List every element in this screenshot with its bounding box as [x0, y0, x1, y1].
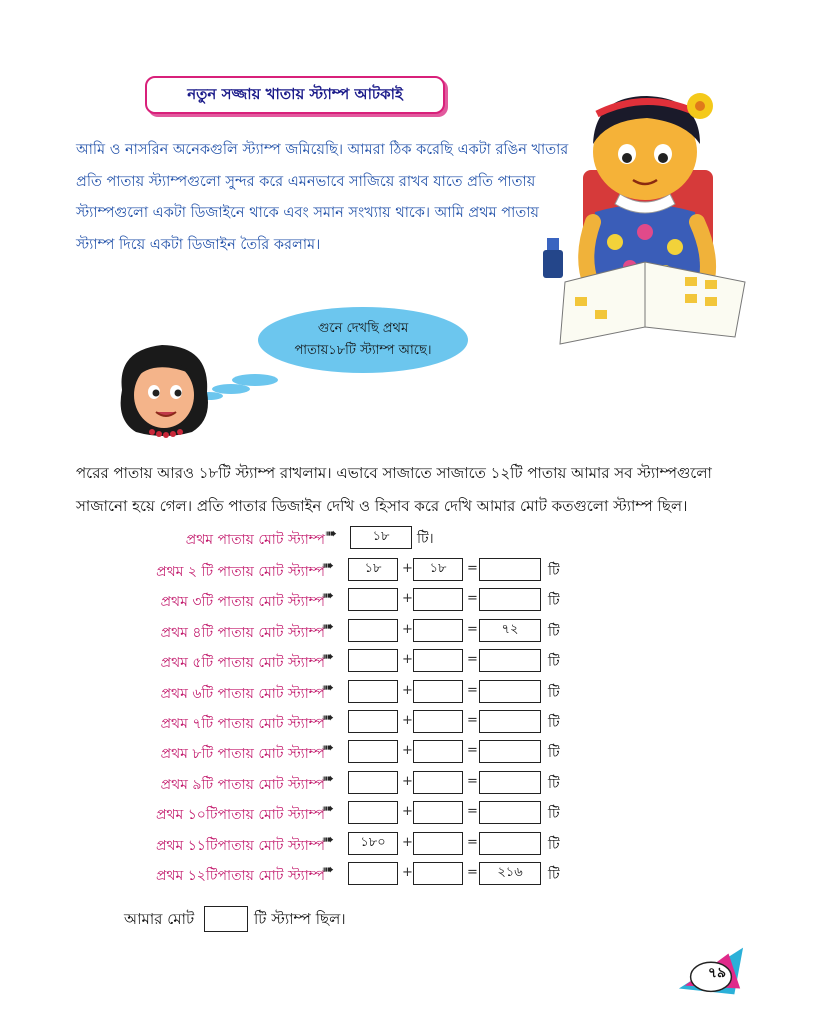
plus-sign: + — [402, 743, 413, 758]
addend-box[interactable] — [348, 862, 398, 885]
result-box[interactable] — [479, 588, 541, 611]
page-title: নতুন সজ্জায় খাতায় স্ট্যাম্প আটকাই — [145, 76, 445, 114]
row-label: প্রথম ৭টি পাতায় মোট স্ট্যাম্প — [160, 716, 325, 732]
addend-box[interactable] — [348, 680, 398, 703]
result-box[interactable]: ৭২ — [479, 619, 541, 642]
equals-sign: = — [467, 561, 478, 576]
arrow-icon: ➠ — [322, 680, 334, 696]
intro-paragraph: আমি ও নাসরিন অনেকগুলি স্ট্যাম্প জমিয়েছি। আমরা ঠিক করেছি একটা রঙিন খাতার প্রতি পাতায় স্ট্যাম্পগুলো সুন্দর করে এমনভাবে সাজিয়ে রাখব যাতে প্রতি পাতায় স্ট্যাম্পগুলো একটা ডিজাইনে থাকে এবং সমান সংখ্যায় থাকে। আমি প্রথম পাতায় স্ট্যাম্প দিয়ে একটা ডিজাইন তৈরি করলাম। — [76, 142, 569, 253]
addend-box[interactable] — [348, 588, 398, 611]
girl-with-stamp-book-illustration — [535, 82, 755, 362]
arrow-icon: ➠ — [322, 588, 334, 604]
total-answer-box[interactable] — [204, 906, 248, 932]
arrow-icon: ➠ — [325, 526, 337, 542]
addend-box[interactable] — [413, 862, 463, 885]
row-label: প্রথম ৪টি পাতায় মোট স্ট্যাম্প — [160, 625, 325, 641]
unit-label: টি — [548, 624, 560, 640]
unit-label: টি। — [417, 531, 434, 547]
addend-box[interactable] — [413, 771, 463, 794]
unit-label: টি — [548, 837, 560, 853]
addend-box[interactable]: ১৮০ — [348, 832, 398, 855]
unit-label: টি — [548, 715, 560, 731]
addend-box[interactable] — [413, 801, 463, 824]
equals-sign: = — [467, 835, 478, 850]
result-box[interactable] — [479, 771, 541, 794]
addend-box[interactable] — [413, 649, 463, 672]
equals-sign: = — [467, 743, 478, 758]
result-box[interactable] — [479, 710, 541, 733]
summary-text-after: টি স্ট্যাম্প ছিল। — [254, 910, 346, 928]
row-label: প্রথম ৮টি পাতায় মোট স্ট্যাম্প — [160, 746, 325, 762]
unit-label: টি — [548, 745, 560, 761]
equals-sign: = — [467, 865, 478, 880]
equals-sign: = — [467, 683, 478, 698]
equals-sign: = — [467, 591, 478, 606]
summary-text-before: আমার মোট — [124, 910, 195, 928]
speech-bubble-text: গুনে দেখছি প্রথম পাতায়১৮টি স্ট্যাম্প আছে। — [294, 321, 432, 358]
addend-box[interactable] — [348, 649, 398, 672]
plus-sign: + — [402, 683, 413, 698]
unit-label: টি — [548, 593, 560, 609]
equals-sign: = — [467, 804, 478, 819]
addend-box[interactable] — [413, 832, 463, 855]
arrow-icon: ➠ — [322, 832, 334, 848]
row-label: প্রথম ১১টিপাতায় মোট স্ট্যাম্প — [155, 838, 325, 854]
equals-sign: = — [467, 774, 478, 789]
addend-box[interactable] — [413, 740, 463, 763]
arrow-icon: ➠ — [322, 649, 334, 665]
unit-label: টি — [548, 563, 560, 579]
plus-sign: + — [402, 865, 413, 880]
row-label: প্রথম ২ টি পাতায় মোট স্ট্যাম্প — [156, 564, 325, 580]
addend-box[interactable] — [413, 680, 463, 703]
addend-box[interactable] — [348, 771, 398, 794]
row-label: প্রথম পাতায় মোট স্ট্যাম্প — [185, 532, 325, 548]
unit-label: টি — [548, 776, 560, 792]
equals-sign: = — [467, 622, 478, 637]
answer-box[interactable]: ১৮ — [350, 526, 412, 549]
plus-sign: + — [402, 774, 413, 789]
page-number: ৭৯ — [707, 965, 727, 981]
plus-sign: + — [402, 622, 413, 637]
result-box[interactable] — [479, 832, 541, 855]
speech-bubble — [258, 307, 468, 373]
addend-box[interactable]: ১৮ — [413, 558, 463, 581]
row-label: প্রথম ৬টি পাতায় মোট স্ট্যাম্প — [160, 686, 325, 702]
addend-box[interactable] — [413, 619, 463, 642]
addend-box[interactable] — [348, 619, 398, 642]
result-box[interactable] — [479, 801, 541, 824]
addend-box[interactable] — [413, 588, 463, 611]
addend-box[interactable] — [348, 740, 398, 763]
row-label: প্রথম ৩টি পাতায় মোট স্ট্যাম্প — [160, 594, 325, 610]
addend-box[interactable] — [413, 710, 463, 733]
equals-sign: = — [467, 652, 478, 667]
plus-sign: + — [402, 804, 413, 819]
result-box[interactable] — [479, 740, 541, 763]
result-box[interactable] — [479, 558, 541, 581]
arrow-icon: ➠ — [322, 558, 334, 574]
unit-label: টি — [548, 867, 560, 883]
arrow-icon: ➠ — [322, 740, 334, 756]
addend-box[interactable] — [348, 710, 398, 733]
row-label: প্রথম ৯টি পাতায় মোট স্ট্যাম্প — [160, 777, 325, 793]
plus-sign: + — [402, 591, 413, 606]
row-label: প্রথম ১২টিপাতায় মোট স্ট্যাম্প — [155, 868, 325, 884]
unit-label: টি — [548, 654, 560, 670]
arrow-icon: ➠ — [322, 619, 334, 635]
plus-sign: + — [402, 835, 413, 850]
plus-sign: + — [402, 713, 413, 728]
equals-sign: = — [467, 713, 478, 728]
addend-box[interactable] — [348, 801, 398, 824]
arrow-icon: ➠ — [322, 771, 334, 787]
row-label: প্রথম ১০টিপাতায় মোট স্ট্যাম্প — [155, 807, 325, 823]
result-box[interactable] — [479, 680, 541, 703]
arrow-icon: ➠ — [322, 801, 334, 817]
addend-box[interactable]: ১৮ — [348, 558, 398, 581]
result-box[interactable] — [479, 649, 541, 672]
unit-label: টি — [548, 685, 560, 701]
arrow-icon: ➠ — [322, 862, 334, 878]
result-box[interactable]: ২১৬ — [479, 862, 541, 885]
row-label: প্রথম ৫টি পাতায় মোট স্ট্যাম্প — [160, 655, 325, 671]
nasrin-face-illustration — [112, 340, 217, 440]
instruction-paragraph: পরের পাতায় আরও ১৮টি স্ট্যাম্প রাখলাম। এভাবে সাজাতে সাজাতে ১২টি পাতায় আমার সব স্ট্যাম্পগুলো সাজানো হয়ে গেল। প্রতি পাতার ডিজাইন দেখি ও হিসাব করে দেখি আমার মোট কতগুলো স্ট্যাম্প ছিল। — [76, 464, 712, 515]
unit-label: টি — [548, 806, 560, 822]
plus-sign: + — [402, 652, 413, 667]
plus-sign: + — [402, 561, 413, 576]
arrow-icon: ➠ — [322, 710, 334, 726]
